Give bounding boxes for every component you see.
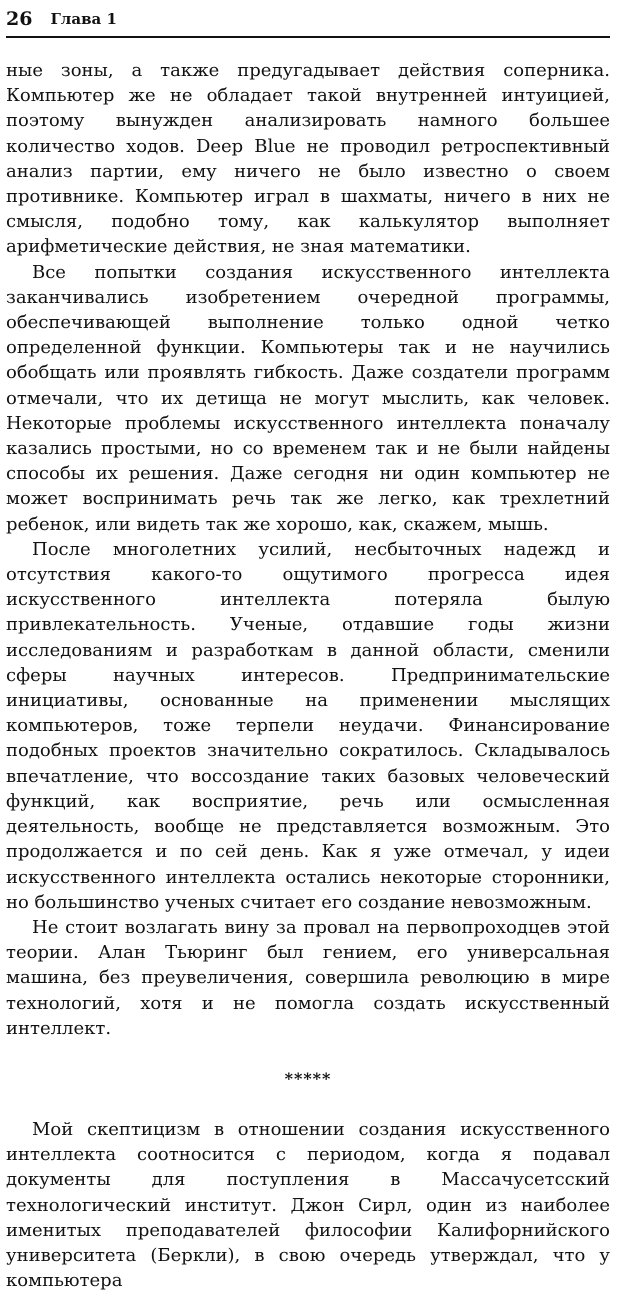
section-separator: ***** [284,1068,332,1088]
paragraph-3: После многолетних усилий, несбыточных надежд и отсутствия какого-то ощутимого прогресса идея искусственного интеллекта потеряла былую привлекательность. Ученые, отдавшие годы жизни исследованиям и разработкам в данной области, сменили сферы научных интересов. Предпринимательские инициативы, основанные на применении мыслящих компьютеров, тоже терпели неудачи. Финансирование подобных проектов значительно сократилось. Складывалось впечатление, что воссоздание таких базовых человеческий функций, как восприятие, речь или осмысленная деятельность, вообще не представляется возможным. Это продолжается и по сей день. Как я уже отмечал, у идеи искусственного интеллекта остались некоторые сторонники, но большинство ученых считает его создание невозможным. [6,538,610,913]
page-number: 26 [6,8,33,30]
paragraph-4: Не стоит возлагать вину за провал на первопроходцев этой теории. Алан Тьюринг был гением, его универсальная машина, без преувеличения, совершила революцию в мире технологий, хотя и не помогла создать искусственный интеллект. [6,916,610,1039]
paragraph-2: Все попытки создания искусственного интеллекта заканчивались изобретением очередной программы, обеспечивающей выполнение только одной четко определенной функции. Компьютеры так и не научились обобщать или проявлять гибкость. Даже создатели программ отмечали, что их детища не могут мыслить, как человек. Некоторые проблемы искусственного интеллекта поначалу казались простыми, но со временем так и не были найдены способы их решения. Даже сегодня ни один компьютер не может воспринимать речь так же легко, как трехлетний ребенок, или видеть так же хорошо, как, скажем, мышь. [6,261,610,535]
chapter-title: Глава 1 [50,10,117,28]
body-text [6,58,610,1293]
page-header [6,2,610,38]
paragraph-1: ные зоны, а также предугадывает действия соперника. Компьютер же не обладает такой внутренней интуицией, поэтому вынужден анализировать намного большее количество ходов. Deep Blue не проводил ретроспективный анализ партии, ему ничего не было известно о своем противнике. Компьютер играл в шахматы, ничего в них не смысля, подобно тому, как калькулятор выполняет арифметические действия, не зная математики. [6,60,610,258]
paragraph-5: Мой скептицизм в отношении создания искусственного интеллекта соотносится с периодом, когда я подавал документы для поступления в Массачусетсский технологический институт. Джон Сирл, один из наиболее именитых преподавателей философии Калифорнийского университета (Беркли), в свою очередь утверждал, что у компьютера [6,1118,610,1292]
